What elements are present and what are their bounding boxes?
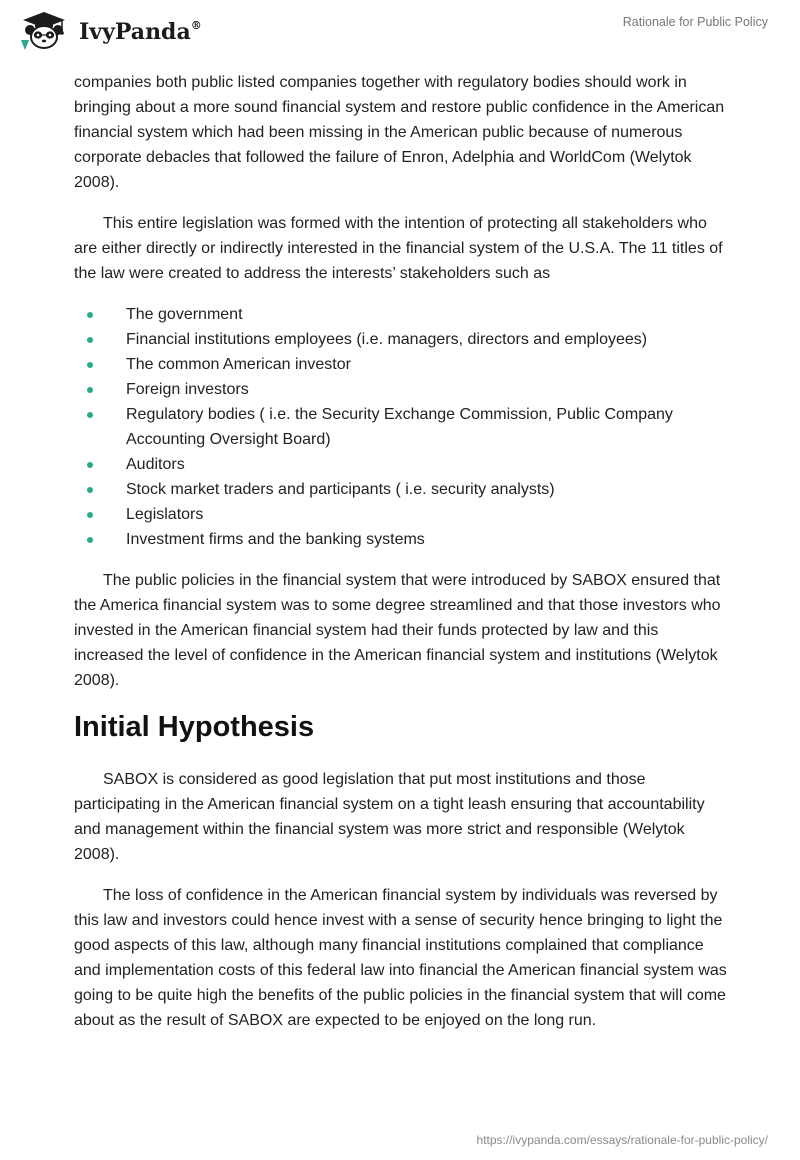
paragraph-3: The public policies in the financial system that were introduced by SABOX ensured that the America financial system was to some degree streamlined and that those investors who invested in the American financial system had their funds protected by law and this increased the level of confidence in the American financial system and institutions (Welytok 2008). (74, 572, 721, 689)
list-item: The common American investor (74, 352, 730, 377)
page-header (0, 0, 800, 60)
bullet-icon (87, 412, 93, 418)
ivypanda-logo[interactable] (15, 10, 202, 52)
list-item: Financial institutions employees (i.e. managers, directors and employees) (74, 327, 730, 352)
list-item: The government (74, 302, 730, 327)
paragraph-4: SABOX is considered as good legislation that put most institutions and those participating in the American financial system on a tight leash ensuring that accountability and management within the financial system was more strict and responsible (Welytok 2008). (74, 771, 705, 863)
bullet-icon (87, 362, 93, 368)
paragraph-1: companies both public listed companies together with regulatory bodies should work in bringing about a more sound financial system and restore public confidence in the American financial system which had been missing in the American public because of numerous corporate debacles that followed the failure of Enron, Adelphia and WorldCom (Welytok 2008). (74, 74, 725, 191)
list-item: Auditors (74, 452, 730, 477)
source-url-link[interactable]: https://ivypanda.com/essays/rationale-for-public-policy/ (476, 1133, 768, 1147)
list-item: Foreign investors (74, 377, 730, 402)
section-heading: Initial Hypothesis (74, 711, 315, 743)
list-item: Investment firms and the banking systems (74, 527, 730, 552)
bullet-icon (87, 487, 93, 493)
paragraph-2: This entire legislation was formed with the intention of protecting all stakeholders who are either directly or indirectly interested in the financial system of the U.S.A. The 11 titles of the law were created to address the interests’ stakeholders such as (74, 215, 723, 282)
bullet-icon (87, 462, 93, 468)
bullet-icon (87, 312, 93, 318)
list-item: Legislators (74, 502, 730, 527)
list-item: Regulatory bodies ( i.e. the Security Exchange Commission, Public Company Accounting Oversight Board) (74, 402, 730, 452)
bullet-icon (87, 387, 93, 393)
panda-graduate-icon (15, 10, 73, 52)
list-item: Stock market traders and participants ( i.e. security analysts) (74, 477, 730, 502)
document-title: Rationale for Public Policy (622, 15, 768, 29)
bullet-icon (87, 512, 93, 518)
bullet-icon (87, 337, 93, 343)
brand-name: IvyPanda® (79, 18, 202, 45)
essay-body (74, 70, 730, 1049)
bullet-icon (87, 537, 93, 543)
stakeholder-list (74, 302, 730, 552)
paragraph-5: The loss of confidence in the American financial system by individuals was reversed by this law and investors could hence invest with a sense of security hence bringing to light the good aspects of this law, although many financial institutions complained that compliance and implementation costs of this federal law into financial the American financial system was going to be quite high the benefits of the public policies in the financial system that will come about as the result of SABOX are expected to be enjoyed on the long run. (74, 887, 727, 1029)
